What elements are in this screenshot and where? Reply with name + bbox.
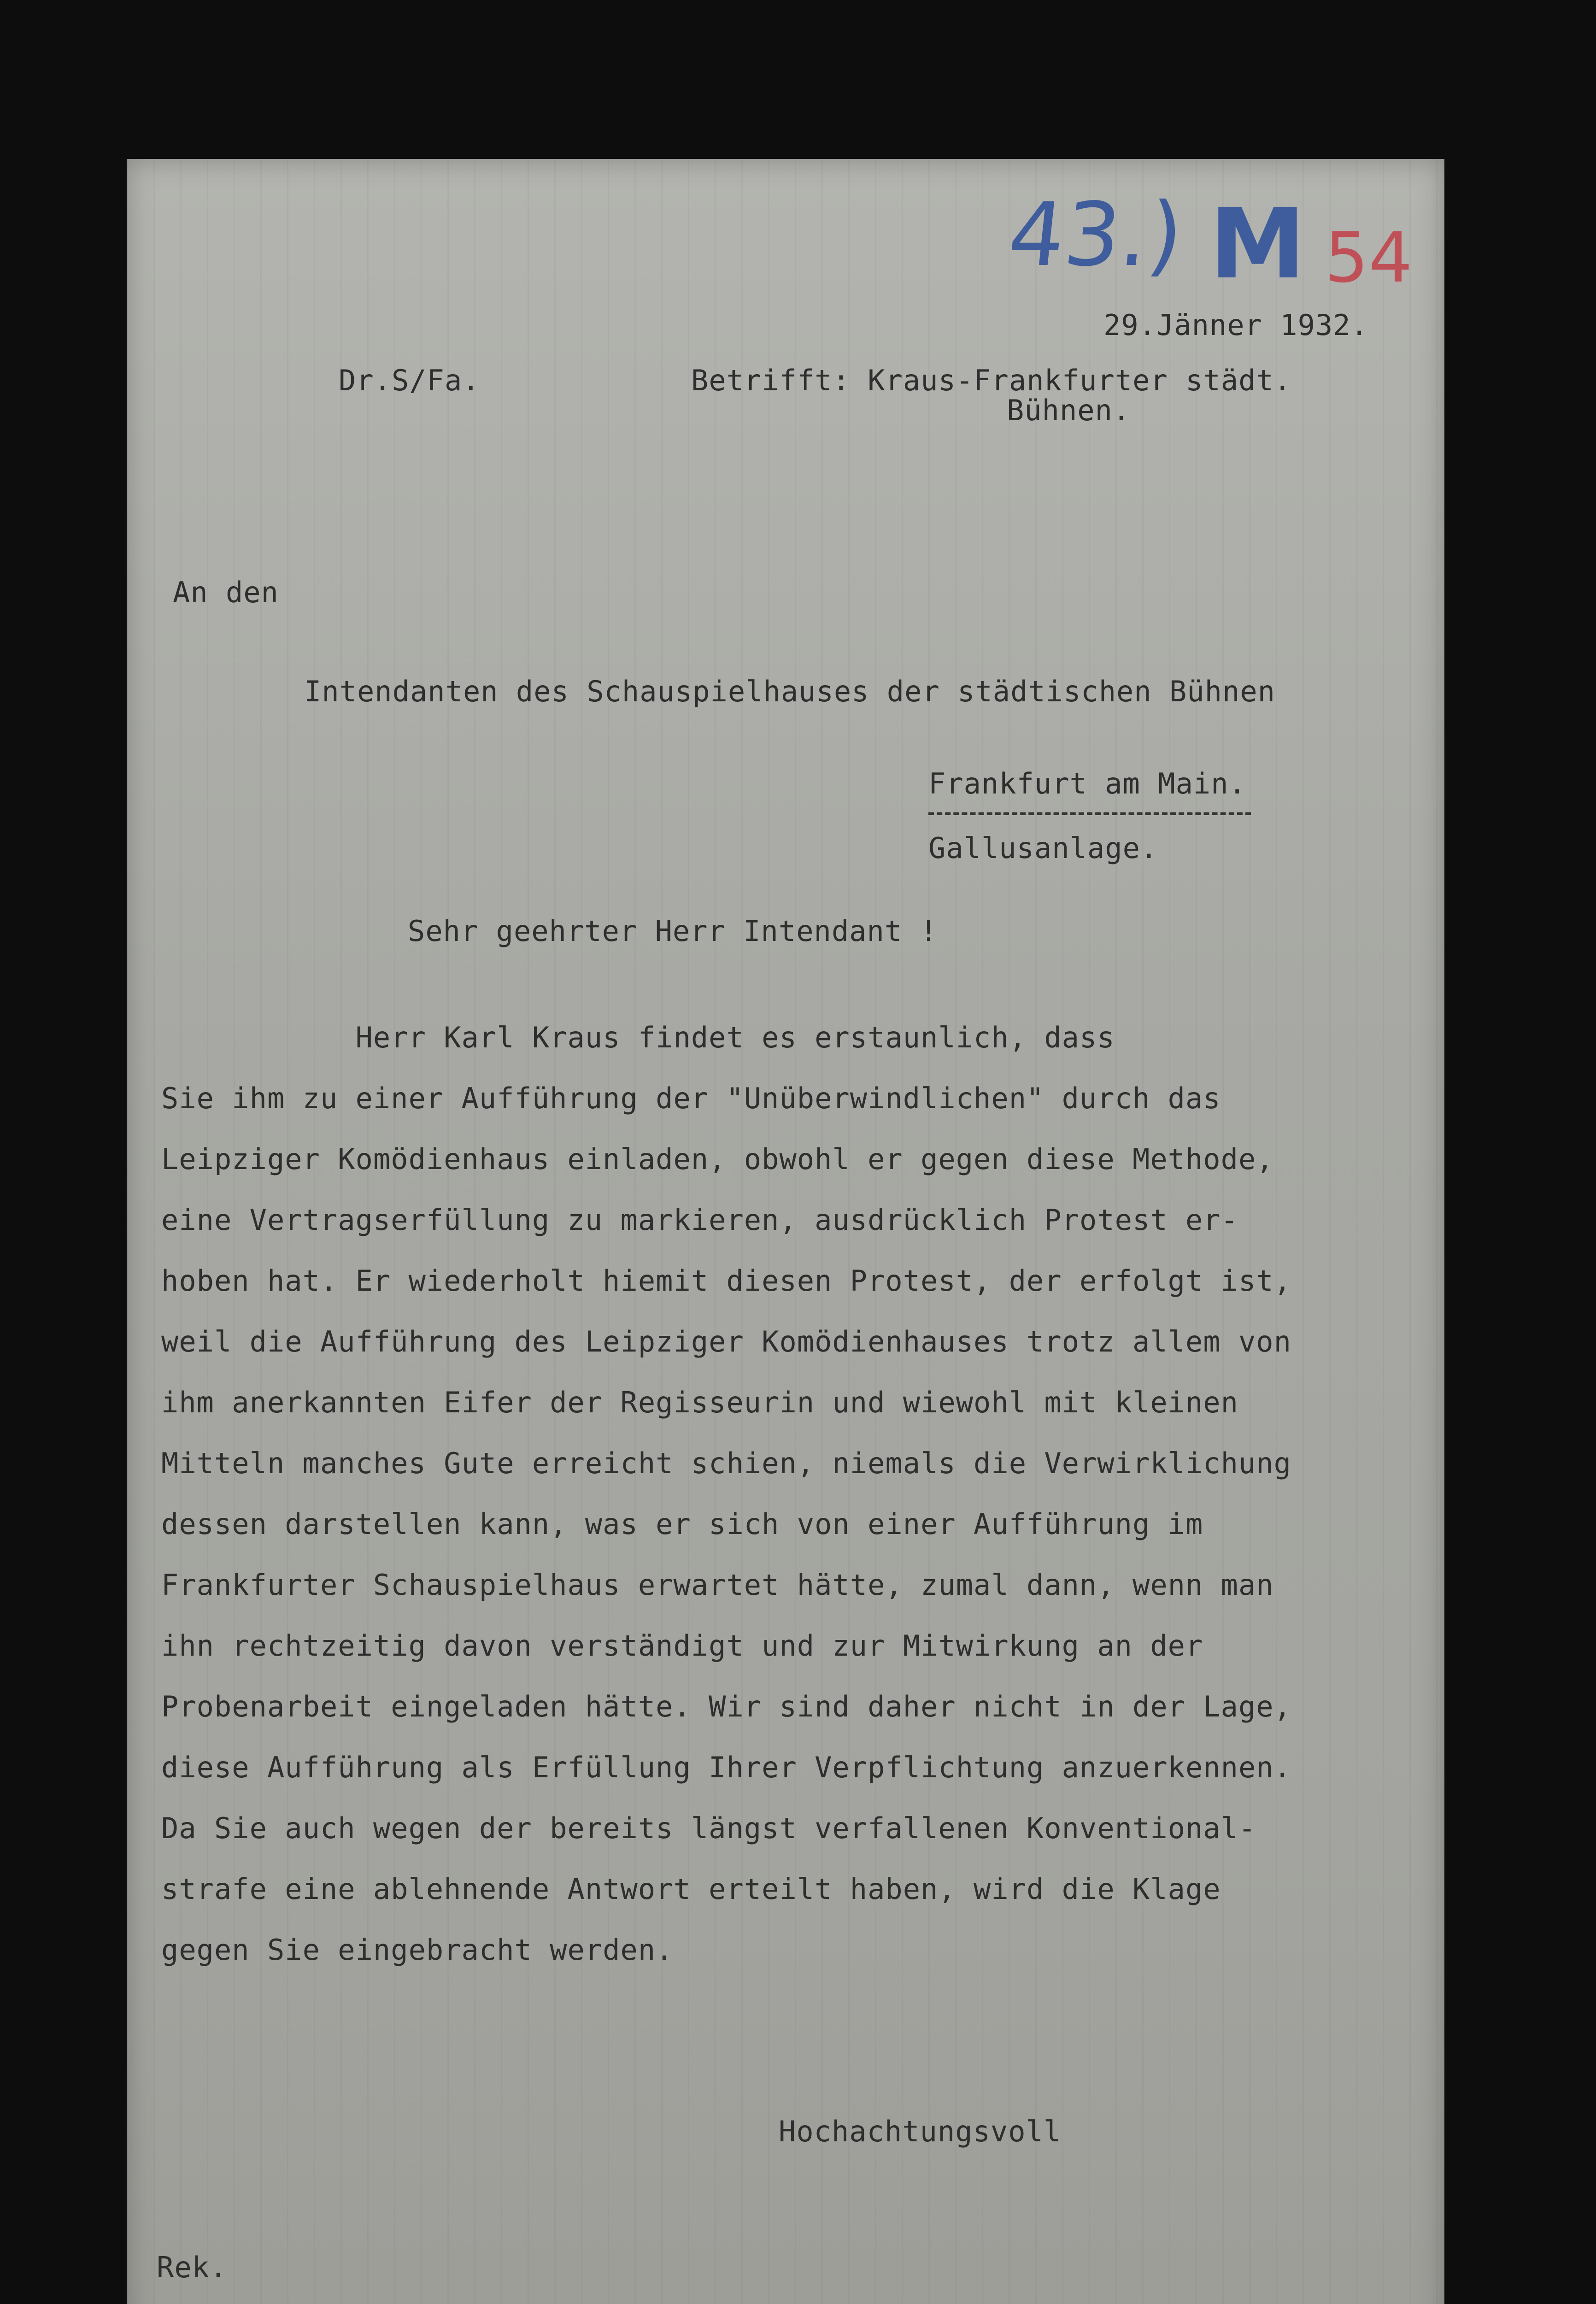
letter-date: 29.Jänner 1932. [1103,308,1368,342]
body-line: Leipziger Komödienhaus einladen, obwohl er gegen diese Methode, [161,1142,1274,1176]
subject-line-2: Bühnen. [1007,394,1131,427]
body-line: ihm anerkannten Eifer der Regisseurin und wiewohl mit kleinen [161,1386,1238,1419]
body-line: Da Sie auch wegen der bereits längst verfallenen Konventional- [161,1811,1256,1845]
letter-body [161,1021,1405,2034]
body-line: Sie ihm zu einer Aufführung der "Unüberwindlichen" durch das [161,1081,1221,1115]
body-line: dessen darstellen kann, was er sich von einer Aufführung im [161,1507,1203,1541]
subject-line-1: Betrifft: Kraus-Frankfurter städt. [691,364,1292,397]
closing: Hochachtungsvoll [779,2115,1062,2148]
archive-mark-annotation: M [1209,188,1306,300]
body-line: Herr Karl Kraus findet es erstaunlich, dass [161,1021,1115,1054]
body-line: gegen Sie eingebracht werden. [161,1933,674,1967]
registered-mail-note: Rek. [157,2251,228,2284]
recipient-street: Gallusanlage. [928,831,1158,865]
recipient-city: Frankfurt am Main. [928,767,1246,800]
body-line: strafe eine ablehnende Antwort erteilt haben, wird die Klage [161,1872,1221,1906]
body-line: ihn rechtzeitig davon verständigt und zur Mitwirkung an der [161,1629,1203,1663]
body-line: hoben hat. Er wiederholt hiemit diesen Protest, der erfolgt ist, [161,1264,1291,1298]
body-line: eine Vertragserfüllung zu markieren, ausdrücklich Protest er- [161,1203,1238,1237]
reference-code: Dr.S/Fa. [339,364,480,397]
body-line: Probenarbeit eingeladen hätte. Wir sind daher nicht in der Lage, [161,1690,1291,1723]
salutation-to: An den [173,576,279,609]
body-line: diese Aufführung als Erfüllung Ihrer Verpflichtung anzuerkennen. [161,1751,1291,1784]
body-line: Mitteln manches Gute erreicht schien, niemals die Verwirklichung [161,1446,1291,1480]
folio-number-annotation: 54 [1325,218,1413,298]
letter-page [127,159,1444,2304]
recipient-title: Intendanten des Schauspielhauses der städtischen Bühnen [304,675,1275,708]
greeting: Sehr geehrter Herr Intendant ! [408,914,938,948]
city-underline [928,812,1251,815]
body-line: Frankfurter Schauspielhaus erwartet hätte, zumal dann, wenn man [161,1568,1274,1602]
body-line: weil die Aufführung des Leipziger Komödienhauses trotz allem von [161,1325,1291,1358]
archive-number-annotation: 43.) [1003,184,1188,286]
